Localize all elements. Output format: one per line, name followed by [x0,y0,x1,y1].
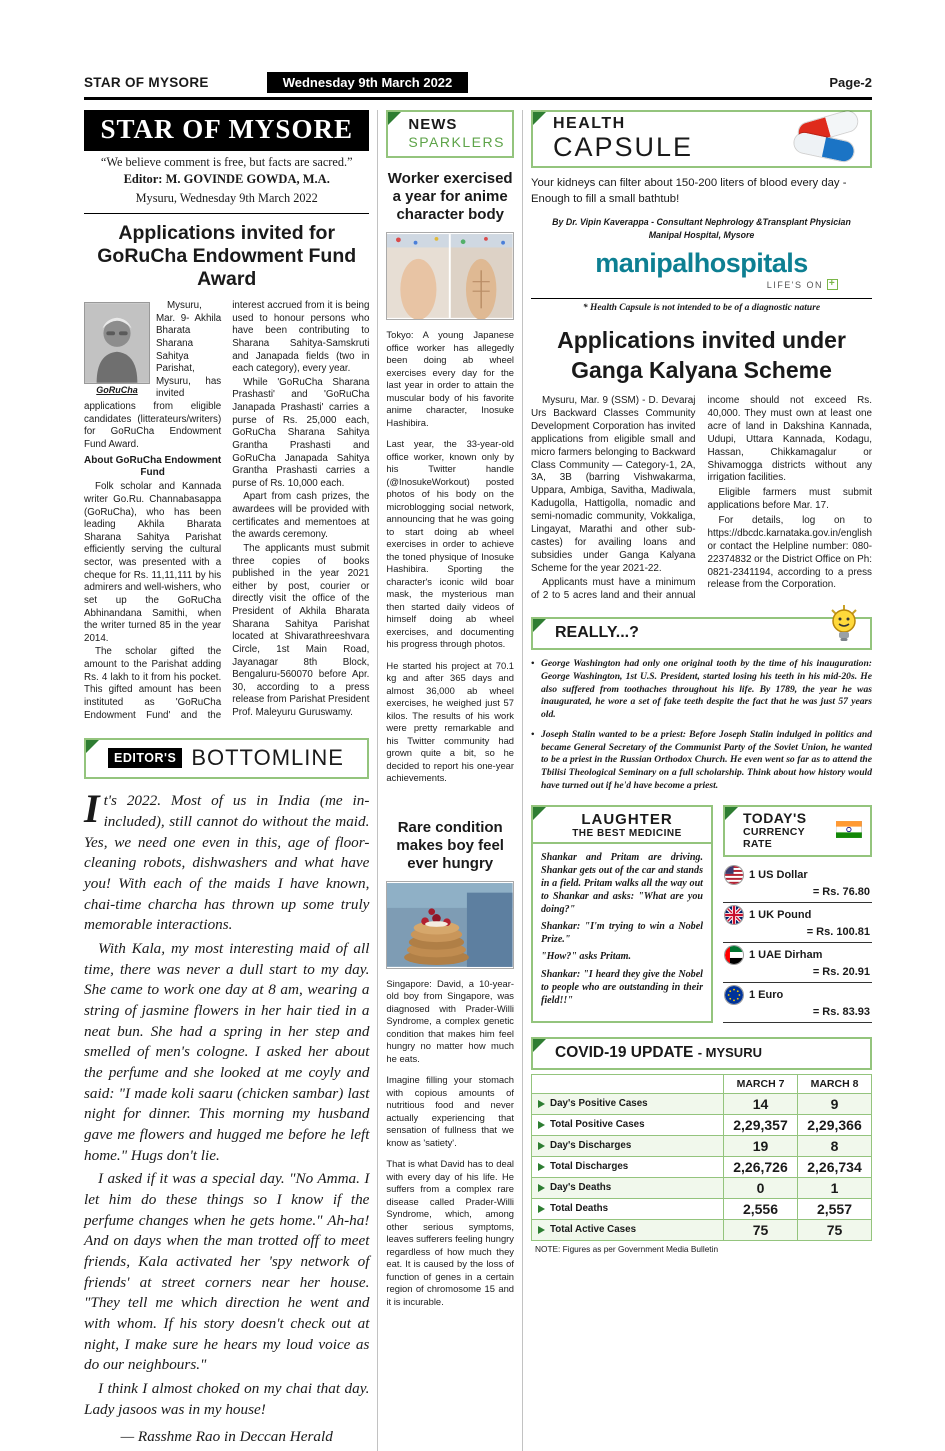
joke-line: Shankar: "I'm trying to win a Nobel Prize." [541,921,703,946]
india-flag-icon [836,821,862,838]
page-number: Page-2 [829,74,872,90]
newspaper-page [84,70,872,1451]
gorucha-article-body [84,300,369,722]
gorucha-article-title: Applications invited for GoRuCha Endowment Fund Award [97,222,357,290]
paragraph: Applicants must have a minimum of 2 to 5 acres land and their annual income should not exceed Rs. 40,000. They must own at least one acre of land in Dakshina Kannada, Udupi, Uttara Kannada, Kodagu, Hassan, Chikkamagalur or Shivamogga districts without any irrigation facilities. [531,395,872,602]
currency-row [723,943,872,983]
covid-title-suffix: - MYSURU [697,1044,762,1060]
page-header [84,70,872,94]
joke-line: "How?" asks Pritam. [541,951,632,963]
plus-icon: + [828,278,837,290]
really-fact-item: • Joseph Stalin wanted to be a priest: Before Joseph Stalin indulged in politics and became General Secretary of the Communist Party of the Soviet Union, he wanted to be a priest in the Russian Orthodox Church. He even went so far as to attend the Tbilisi Theological Seminary on a full scholarship. Think about how history would have turned out if he'd have become a priest. [531,729,872,793]
before-after-photo-placeholder [386,232,514,320]
green-corner-icon [533,112,546,125]
covid-value: 2,557 [798,1198,872,1219]
covid-row-label: Total Deaths [550,1203,609,1215]
table-header-row [532,1074,872,1093]
laughter-header [533,807,711,844]
green-corner-icon [725,807,738,820]
triangle-bullet-icon [538,1205,545,1213]
triangle-bullet-icon [538,1100,545,1108]
covid-value: 19 [724,1135,798,1156]
manipal-wordmark: manipalhospitals [595,248,808,279]
byline-line1: By Dr. Vipin Kaverappa - Consultant Nephrology &Transplant Physician [552,216,851,227]
health-capsule-header [531,110,872,168]
covid-row-label: Day's Discharges [550,1140,632,1152]
uae-flag-icon [725,946,743,964]
table-row [532,1093,872,1114]
anime-article-body [386,329,514,785]
best-medicine-label: THE BEST MEDICINE [572,827,682,839]
table-row [532,1177,872,1198]
laughter-joke [533,844,711,1017]
gorucha-photo [84,302,150,397]
sparklers-label: SPARKLERS [408,134,505,150]
currency-value: = Rs. 83.93 [812,1005,870,1018]
lifes-on-tagline [531,279,872,290]
table-row [532,1135,872,1156]
currency-label: 1 US Dollar [749,868,808,881]
health-fact-text: Your kidneys can filter about 150-200 liters of blood every day - Enough to fill a small bathtub! [531,177,847,205]
portrait-photo-placeholder [84,302,150,384]
covid-table [531,1074,872,1241]
todays-label: TODAY'S [743,809,807,826]
covid-value: 14 [724,1093,798,1114]
paragraph: The scholar gifted the amount to the Parishat adding Rs. 4 lakh to it from his pocket. This gifted amount has been instituted as 'GoRuCha Endowment Fund' and the interest accrued from it is being used to honour persons who have been contributing to Sharana Sahitya-Samskruti and Janapada fields (two in each category), every year. [84,300,370,721]
date-bar: Wednesday 9th March 2022 [267,72,469,93]
paragraph: With Kala, my most interesting maid of all time, there was never a dull start to my day. She came to work one day at 8 am, wearing a string of jasmine flowers in her hair tied in a neat bun. She had a spring in her step and smelled of men's cologne. I asked her about the perfume and she looked at me coyly and said: "I made koli saaru (chicken sambar) last night for dinner. This morning my husband gave me flowers and hugged me before he left home." Hugs don't lie. [84,939,370,1164]
health-capsule-title [553,115,693,161]
green-corner-icon [533,1039,546,1052]
currency-label: 1 UAE Dirham [749,948,823,961]
covid-value: 75 [798,1219,872,1240]
manipal-hospitals-logo [531,248,872,290]
capsule-label: CAPSULE [553,132,694,162]
paragraph: It's 2022. Most of us in India (me in-included), still cannot do without the maid. Yes, we need one even in this, age of floor-cleaning robots, dishwashers and what have you! With each of the maids I have known, chai-time charcha has thrown up some truly memorable interactions. [84,786,370,934]
paragraph: I think I almost choked on my chai that day. Lady jasoos was in my house! [84,1379,370,1418]
laughter-box [531,805,713,1023]
health-disclaimer: * Health Capsule is not intended to be of a diagnostic nature [531,298,872,313]
paragraph: Mysuru, Mar. 9- Akhila Bharata Sharana Sahitya Parishat, Mysuru, has invited applications from eligible candidates (litterateurs/writers) for GoRuCha Endowment Fund Award. [84,300,222,450]
currency-value: = Rs. 20.91 [812,965,870,978]
currency-label: 1 Euro [749,988,784,1001]
laughter-today-row [531,805,872,1023]
table-row [532,1156,872,1177]
capsule-pills-icon [792,115,862,161]
triangle-bullet-icon [538,1163,545,1171]
news-label: NEWS [408,116,458,133]
green-corner-icon [533,807,546,820]
paragraph: Eligible farmers must submit applications before Mar. 17. [707,487,872,512]
byline-line2: Manipal Hospital, Mysore [648,229,755,240]
columns-container [84,110,872,1451]
ganga-article-title: Applications invited under Ganga Kalyana Scheme [557,327,846,383]
paragraph: Apart from cash prizes, the awardees will be provided with certificates and mementoes at the awards ceremony. [232,491,370,541]
editors-bottomline-header [84,738,369,779]
empty-header-cell [532,1074,724,1093]
photo-caption: GoRuCha [96,385,138,395]
masthead: STAR OF MYSORE [84,110,369,151]
really-section-header [531,617,872,650]
covid-value: 1 [798,1177,872,1198]
editors-label: EDITOR'S [108,748,182,768]
currency-title [743,810,836,850]
paragraph: Last year, the 33-year-old office worker, known only by his Twitter handle (@InosukeWorkout) posted photos of his body on the microblogging social network, announcing that he was going to start doing ab wheel exercises in order to achieve the toned physique of Inosuke Hashibira. Sporting the character's iconic wild boar mask, the mysterious man then started daily videos of himself doing ab wheel exercises, and documenting his progress through photos. [386,438,514,649]
ganga-article-body [531,395,872,603]
paper-name-label: STAR OF MYSORE [84,74,209,90]
triangle-bullet-icon [538,1142,545,1150]
hungry-article-title: Rare condition makes boy feel ever hungry [396,818,504,872]
news-sparklers-header [386,110,514,158]
currency-row [723,863,872,903]
covid-row-label: Total Discharges [550,1161,629,1173]
article-subhead: About GoRuCha Endowment Fund [84,454,222,479]
green-corner-icon [388,112,401,125]
paragraph: Folk scholar and Kannada writer Go.Ru. Channabasappa (GoRuCha), who has been leading Akhila Bharata Sharana Sahitya Parishat efficiently serving the cultural sector, was presented with a cheque for Rs. 11,11,111 by his admirers and well-wishers, who set up the GoRuCha Abhinandana Samithi, when the writer turned 85 in the year 2014. [84,481,222,644]
really-facts [531,658,872,793]
covid-value: 9 [798,1093,872,1114]
march7-header: MARCH 7 [724,1074,798,1093]
masthead-dateline: Mysuru, Wednesday 9th March 2022 [135,191,318,205]
really-title: REALLY...? [555,624,639,642]
editor-line: Editor: M. GOVINDE GOWDA, M.A. [123,172,330,186]
us-flag-icon [725,866,743,884]
pancakes-photo [386,881,514,969]
covid-row-label: Day's Deaths [550,1182,612,1194]
health-label: HEALTH [553,115,626,132]
hungry-article-body [386,978,514,1309]
editors-bottomline-body [84,786,370,1448]
news-sparklers-column [377,110,522,1451]
paragraph: The applicants must submit three copies of books published in the year 2021 either by post, courier or directly visit the office of the President of Akhila Bharata Sharana Sahitya Parishat located at Shivarathreeshvara Circle, 1st Main Road, Jayanagar 8th Block, Bengaluru-560070 before Apr. 30, according to a press release from Parishat President Prof. Maleyuru Guruswamy. [232,542,370,718]
covid-row-label: Total Active Cases [550,1224,637,1236]
paragraph: I asked if it was a special day. "No Amma. I let him do these things so I know if the perfume changes when he gets home." Ah-ha! And on days when the man trotted off to meet friends, Kala activated her 'spy network of friends' at street corners near her house. "They tell me which direction he went and with whom. If his story doesn't check out at night, I make sure he hears my loud voice as do our neighbours." [84,1170,370,1374]
lightbulb-icon [826,604,862,644]
triangle-bullet-icon [538,1184,545,1192]
masthead-tagline: “We believe comment is free, but facts are sacred.” [100,155,353,169]
paragraph: Mysuru, Mar. 9 (SSM) - D. Devaraj Urs Backward Classes Community Development Corporation has invited applications from eligible small and micro farmers belonging to Backward Class Community — Category-1, 2A, 3A, 3B (barring Vishwakarma, Uppara, Ambiga, Savitha, Madiwala, Kadugolla, Hattigolla, nomadic and semi-nomadic community, Vokkaliga, Lingayat, Marathi and other sub-castes) for availing loans and subsidies under Ganga Kalyana Scheme for the year 2021-22. [531,395,696,574]
joke-line: Shankar: "I heard they give the Nobel to people who are outstanding in their field!!" [541,968,703,1006]
covid-value: 75 [724,1219,798,1240]
currency-row [723,903,872,943]
laughter-label: LAUGHTER [581,810,673,828]
paragraph: While 'GoRuCha Sharana Prashasti' and 'GoRuCha Janapada Prashasti' carries a purse of Rs. 25,000 each, GoRuCha Sharana Sahitya Grantha Prashasti and GoRuCha Janapada Sahitya Grantha Prashasti carries a purse of Rs. 10,000 each. [232,376,370,489]
green-corner-icon [86,740,99,753]
green-corner-icon [533,619,546,632]
currency-header [723,805,872,857]
covid-row-label: Total Positive Cases [550,1119,645,1131]
byline-signature: — Rasshme Rao in Deccan Herald [120,1428,333,1446]
paragraph: Singapore: David, a 10-year-old boy from Singapore, was diagnosed with Prader-Willi Syndrome, a complex genetic condition that makes him feel hungry no matter how much he eats. [386,977,514,1064]
currency-section [723,805,872,1023]
covid-update-section [531,1037,872,1254]
table-row [532,1219,872,1240]
covid-value: 2,556 [724,1198,798,1219]
triangle-bullet-icon [538,1226,545,1234]
eu-flag-icon [725,986,743,1004]
left-column [84,110,377,1451]
paragraph: He started his project at 70.1 kg and after 365 days and almost 36,000 ab wheel exercises, he weighed just 57 kilos. The results of his work were pretty remarkable and his Twitter community had grown quite a bit, so he decided to report his one-year achievements. [386,659,514,783]
covid-value: 8 [798,1135,872,1156]
health-byline [531,216,872,242]
covid-row-label: Day's Positive Cases [550,1098,648,1110]
paragraph: For details, log on to https://dbcdc.karnataka.gov.in/english or contact the Helpline number: 080-22374832 or the District Office on Ph: 0821-2341194, according to a press release from the Corporation. [707,515,872,591]
covid-value: 2,29,366 [798,1114,872,1135]
joke-line: Shankar and Pritam are driving. Shankar gets out of the car and stands in a field. Pritam walks all the way out to Shankar and asks: "What are you doing?" [541,851,703,916]
covid-value: 0 [724,1177,798,1198]
covid-value: 2,29,357 [724,1114,798,1135]
table-row [532,1198,872,1219]
covid-title-bar [531,1037,872,1070]
currency-label: 1 UK Pound [749,908,812,921]
lifes-on-label: LIFE'S ON [766,279,823,290]
anime-before-after-photo [386,232,514,320]
really-fact-item: • George Washington had only one original tooth by the time of his inauguration: George Washington, 1st U.S. President, started losing his teeth in his mid-20s. He also suffered from toothaches throughout his life. By 1789, the year he was inaugurated, he wore a set of fake teeth despite the fact that he was just 57 years old. [531,658,872,722]
currency-list [723,863,872,1023]
covid-value: 2,26,734 [798,1156,872,1177]
covid-title: COVID-19 UPDATE [555,1043,694,1061]
march8-header: MARCH 8 [798,1074,872,1093]
covid-value: 2,26,726 [724,1156,798,1177]
currency-value: = Rs. 76.80 [812,885,870,898]
anime-article-title: Worker exercised a year for anime character body [387,170,513,223]
paragraph: Tokyo: A young Japanese office worker has allegedly been doing ab wheel exercises every day for the last year in order to attain the muscular body of his favorite anime character, Inosuke Hashibira. [386,329,514,428]
pancakes-photo-placeholder [386,881,514,969]
currency-value: = Rs. 100.81 [806,925,870,938]
currency-row [723,983,872,1023]
divider [84,213,369,214]
currency-rate-label: CURRENCY RATE [743,825,805,850]
paragraph: That is what David has to deal with every day of his life. He suffers from a complex rare disease called Prader-Willi Syndrome, which, among other serious symptoms, leaves sufferers feeling hungry regardless of how much they eat. It is caused by the loss of function of genes in a certain region of chromosome 15 and it is incurable. [386,1158,514,1307]
right-column [522,110,872,1451]
triangle-bullet-icon [538,1121,545,1129]
table-row [532,1114,872,1135]
uk-flag-icon [725,906,743,924]
paragraph: Imagine filling your stomach with copious amounts of nutritious food and never actually experiencing that sensation of fullness that we know as 'satiety'. [386,1074,514,1148]
covid-note: NOTE: Figures as per Government Media Bulletin [535,1243,719,1254]
header-rule [84,97,872,100]
bottomline-title: BOTTOMLINE [191,745,344,771]
